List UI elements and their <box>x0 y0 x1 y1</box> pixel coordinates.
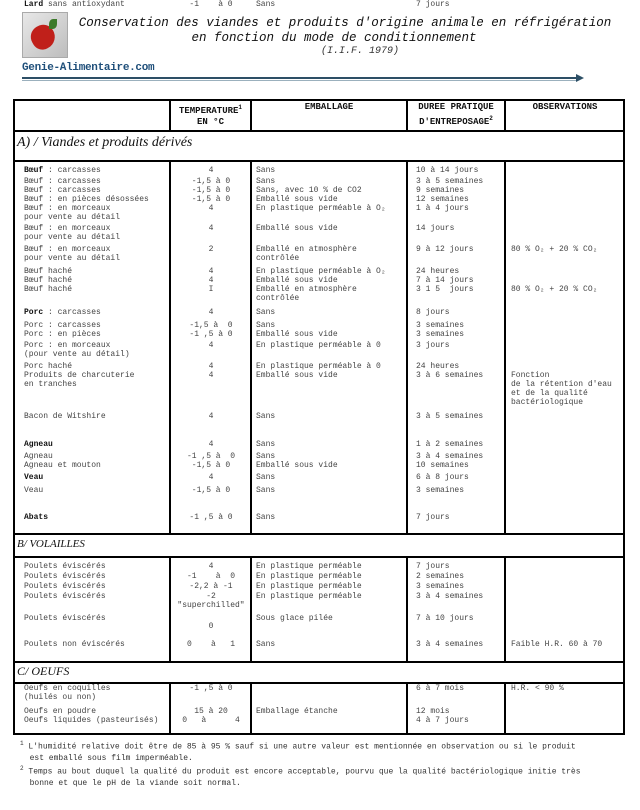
section-a-divider <box>13 160 625 162</box>
site-name[interactable]: Genie-Alimentaire.com <box>22 62 155 74</box>
product-name-bold: Porc <box>24 308 44 317</box>
temperature-value: 4 <box>208 267 214 276</box>
temperature-value: -1,5 à 0 <box>191 186 231 195</box>
storage-duration: 2 semaines <box>416 572 465 581</box>
temperature-value: 4 <box>208 440 214 449</box>
temperature-value: -1,5 à 0 <box>189 321 233 330</box>
section-b-top <box>13 533 625 535</box>
footnote-number: 1 <box>20 740 24 747</box>
temperature-unit: EN °C <box>196 117 224 127</box>
temperature-value: 4 <box>208 362 214 371</box>
col-divider <box>250 556 252 662</box>
temperature-value: 4 <box>208 276 214 285</box>
product-name: Bœuf : en morceaux pour vente au détail <box>24 224 121 242</box>
footnote-ref: 1 <box>238 104 243 111</box>
temperature-value: -1,5 à 0 <box>191 486 231 495</box>
product-name: Oeufs en poudre <box>24 707 97 716</box>
packaging-value: Sans <box>256 321 276 330</box>
column-header-temperature <box>171 102 250 128</box>
product-detail: : carcasses <box>43 166 101 175</box>
header-rule <box>22 77 578 79</box>
product-name: Oeufs en coquilles (huilés ou non) <box>24 684 111 702</box>
packaging-value: En plastique perméable à O₂ <box>256 204 386 213</box>
footnote-number: 2 <box>20 765 24 772</box>
storage-duration: 24 heures <box>416 267 460 276</box>
packaging-value: Emballé sous vide <box>256 195 338 204</box>
temperature-value: 4 <box>208 341 214 350</box>
storage-duration: 3 semaines <box>416 321 465 330</box>
storage-duration: 3 à 5 semaines <box>416 177 484 186</box>
packaging-value: En plastique perméable <box>256 572 362 581</box>
storage-duration: 3 semaines <box>416 330 465 339</box>
col-divider <box>504 160 506 534</box>
col-divider <box>504 682 506 735</box>
product-name <box>24 473 43 482</box>
storage-duration: 10 à 14 jours <box>416 166 479 175</box>
temperature-value: -1 ,5 à 0 <box>189 330 233 339</box>
packaging-value: Sans <box>256 440 276 449</box>
column-header-duree <box>408 102 504 128</box>
temperature-value: 4 <box>208 308 214 317</box>
packaging-value: Emballé sous vide <box>256 461 338 470</box>
footnote-2 <box>20 763 581 789</box>
product-name: Bœuf : en morceaux pour vente au détail <box>24 204 121 222</box>
col-divider <box>169 556 171 662</box>
temperature-value: 4 <box>208 224 214 233</box>
col-divider <box>250 682 252 735</box>
product-name-bold: Abats <box>24 513 49 522</box>
product-name-bold: Lard <box>24 0 44 9</box>
col-divider <box>504 556 506 662</box>
col-divider <box>250 160 252 534</box>
temperature-value: 2 <box>208 245 214 254</box>
storage-duration: 3 à 6 semaines <box>416 371 484 380</box>
product-name: Poulets éviscérés <box>24 614 106 623</box>
temperature-value: 0 <box>208 622 214 631</box>
col-divider <box>169 682 171 735</box>
section-b-bottom <box>13 556 625 558</box>
product-name: Agneau <box>24 452 53 461</box>
temperature-value: 4 <box>208 473 214 482</box>
product-name <box>24 308 101 317</box>
temperature-value: -1 à 0 <box>186 572 235 581</box>
storage-duration: 3 à 4 semaines <box>416 452 484 461</box>
footnote-text: L'humidité relative doit être de 85 à 95 % sauf si une autre valeur est mentionnée en observation ou si le produit est emballé sous film imperméable. <box>28 742 576 763</box>
footnote-1 <box>20 738 576 764</box>
storage-duration: 3 semaines <box>416 486 465 495</box>
temperature-value: I <box>208 285 214 294</box>
packaging-value: Sans <box>256 640 276 649</box>
observation-text: Fonction de la rétention d'eau et de la qualité bactériologique <box>511 371 612 407</box>
storage-duration: 9 semaines <box>416 186 465 195</box>
packaging-value: Sans <box>256 0 276 9</box>
storage-duration: 12 mois <box>416 707 450 716</box>
footnote-ref: 2 <box>489 115 493 122</box>
section-heading-b: B/ VOLAILLES <box>17 538 85 550</box>
header-divider <box>13 130 625 132</box>
arrow-right-icon <box>576 74 584 82</box>
product-name: Porc haché <box>24 362 73 371</box>
product-name: Poulets non éviscérés <box>24 640 125 649</box>
product-name <box>24 513 48 522</box>
product-name: Bœuf haché <box>24 267 73 276</box>
temperature-value: -1 ,5 à 0 <box>189 684 233 693</box>
storage-duration: 6 à 8 jours <box>416 473 469 482</box>
section-heading-c: C/ OEUFS <box>17 664 70 678</box>
temperature-value: 4 <box>208 412 214 421</box>
col-divider <box>169 160 171 534</box>
footnote-text: Temps au bout duquel la qualité du produit est encore acceptable, pourvu que la qualité bactériologique initie très bonne et que le pH de la viande soit normal. <box>28 767 581 788</box>
storage-duration: 1 à 4 jours <box>416 204 469 213</box>
storage-duration: 4 à 7 jours <box>416 716 469 725</box>
storage-duration: 3 jours <box>416 341 450 350</box>
packaging-value: Emballé sous vide <box>256 224 338 233</box>
packaging-value: Sans <box>256 486 276 495</box>
temperature-value: -1,5 à 0 <box>191 461 231 470</box>
temperature-label: TEMPERATURE <box>178 106 239 116</box>
product-name: Bœuf : en pièces désossées <box>24 195 149 204</box>
packaging-value: Sans <box>256 177 276 186</box>
col-divider <box>406 682 408 735</box>
col-divider <box>406 160 408 534</box>
temperature-value: 4 <box>208 562 214 571</box>
observation-text: 80 % O₂ + 20 % CO₂ <box>511 245 598 254</box>
packaging-value: Emballé sous vide <box>256 276 338 285</box>
temperature-value: -2 "superchilled" <box>177 592 245 610</box>
duree-label: DUREE PRATIQUE <box>418 102 494 112</box>
temperature-value: 0 à 1 <box>186 640 235 649</box>
product-name: Poulets éviscérés <box>24 572 106 581</box>
storage-duration: 7 jours <box>416 562 450 571</box>
packaging-value: Emballage étanche <box>256 707 338 716</box>
storage-duration: 3 semaines <box>416 582 465 591</box>
product-name <box>24 440 53 449</box>
product-name: Bœuf haché <box>24 285 73 294</box>
column-header-emballage: EMBALLAGE <box>304 102 354 112</box>
packaging-value: Emballé sous vide <box>256 330 338 339</box>
packaging-value: Emballé en atmosphère contrôlée <box>256 285 357 303</box>
storage-duration: 7 à 14 jours <box>416 276 474 285</box>
storage-duration: 7 jours <box>416 513 450 522</box>
observation-text: 80 % O₂ + 20 % CO₂ <box>511 285 598 294</box>
product-name <box>24 166 101 175</box>
column-header-observations: OBSERVATIONS <box>532 102 598 112</box>
storage-duration: 1 à 2 semaines <box>416 440 484 449</box>
observation-text: H.R. < 90 % <box>511 684 564 693</box>
product-name: Oeufs liquides (pasteurisés) <box>24 716 159 725</box>
temperature-value: 4 <box>208 166 214 175</box>
product-name: Poulets éviscérés <box>24 582 106 591</box>
product-name: Veau <box>24 486 44 495</box>
packaging-value: En plastique perméable à O₂ <box>256 267 386 276</box>
packaging-value: Sans <box>256 308 276 317</box>
storage-duration: 7 à 10 jours <box>416 614 474 623</box>
temperature-value: -1,5 à 0 <box>191 177 231 186</box>
packaging-value: Sans <box>256 473 276 482</box>
temperature-value: 4 <box>208 204 214 213</box>
product-name: Porc : carcasses <box>24 321 101 330</box>
product-name <box>24 0 125 9</box>
storage-duration: 24 heures <box>416 362 460 371</box>
storage-duration: 3 à 4 semaines <box>416 640 484 649</box>
product-detail: : carcasses <box>43 308 101 317</box>
temperature-value: 15 à 20 <box>194 707 228 716</box>
product-name: Poulets éviscérés <box>24 592 106 601</box>
packaging-value: Emballé sous vide <box>256 371 338 380</box>
storage-duration: 6 à 7 mois <box>416 684 465 693</box>
temperature-value: -2,2 à -1 <box>189 582 233 591</box>
header-rule-shadow <box>22 80 578 81</box>
page-source: (I.I.F. 1979) <box>320 46 399 57</box>
temperature-value: -1,5 à 0 <box>191 195 231 204</box>
observation-text: Faible H.R. 60 à 70 <box>511 640 603 649</box>
packaging-value: En plastique perméable à 0 <box>256 341 381 350</box>
storage-duration: 14 jours <box>416 224 455 233</box>
packaging-value: En plastique perméable à 0 <box>256 362 381 371</box>
product-name-bold: Agneau <box>24 440 53 449</box>
packaging-value: Sans <box>256 513 276 522</box>
packaging-value: En plastique perméable <box>256 582 362 591</box>
storage-duration: 3 à 5 semaines <box>416 412 484 421</box>
packaging-value: Sans <box>256 452 276 461</box>
page-title: Conservation des viandes et produits d'origine animale en réfrigération <box>78 16 612 30</box>
packaging-value: Sous glace pilée <box>256 614 333 623</box>
storage-duration: 12 semaines <box>416 195 469 204</box>
product-name: Poulets éviscérés <box>24 562 106 571</box>
temperature-value: 0 à 4 <box>182 716 240 725</box>
storage-duration: 8 jours <box>416 308 450 317</box>
temperature-value: -1 ,5 à 0 <box>186 452 235 461</box>
product-name-bold: Bœuf <box>24 166 44 175</box>
product-name: Bœuf haché <box>24 276 73 285</box>
product-name: Bœuf : carcasses <box>24 177 101 186</box>
col-divider <box>406 556 408 662</box>
product-name: Produits de charcuterie en tranches <box>24 371 135 389</box>
product-name: Bœuf : carcasses <box>24 186 101 195</box>
packaging-value: Sans <box>256 166 276 175</box>
storage-duration: 10 semaines <box>416 461 469 470</box>
packaging-value: Sans <box>256 412 276 421</box>
duree-label-2: D'ENTREPOSAGE <box>419 117 490 127</box>
section-heading-a: A) / Viandes et produits dérivés <box>17 135 193 150</box>
temperature-value: 4 <box>208 371 214 380</box>
section-c-top <box>13 661 625 663</box>
temperature-value: -1 ,5 à 0 <box>189 513 233 522</box>
product-name: Porc : en morceaux (pour vente au détail) <box>24 341 130 359</box>
product-name: Porc : en pièces <box>24 330 101 339</box>
packaging-value: En plastique perméable <box>256 592 362 601</box>
storage-duration: 3 1 5 jours <box>416 285 474 294</box>
product-name-bold: Veau <box>24 473 44 482</box>
product-detail: sans antioxydant <box>43 0 125 9</box>
packaging-value: Emballé en atmosphère contrôlée <box>256 245 357 263</box>
storage-duration: 7 jours <box>416 0 450 9</box>
page-subtitle: en fonction du mode de conditionnement <box>191 31 477 45</box>
temperature-value: -1 à 0 <box>189 0 233 9</box>
storage-duration: 9 à 12 jours <box>416 245 474 254</box>
packaging-value: En plastique perméable <box>256 562 362 571</box>
packaging-value: Sans, avec 10 % de CO2 <box>256 186 362 195</box>
storage-duration: 3 à 4 semaines <box>416 592 484 601</box>
product-name: Bacon de Witshire <box>24 412 106 421</box>
product-name: Bœuf : en morceaux pour vente au détail <box>24 245 121 263</box>
product-name: Agneau et mouton <box>24 461 101 470</box>
